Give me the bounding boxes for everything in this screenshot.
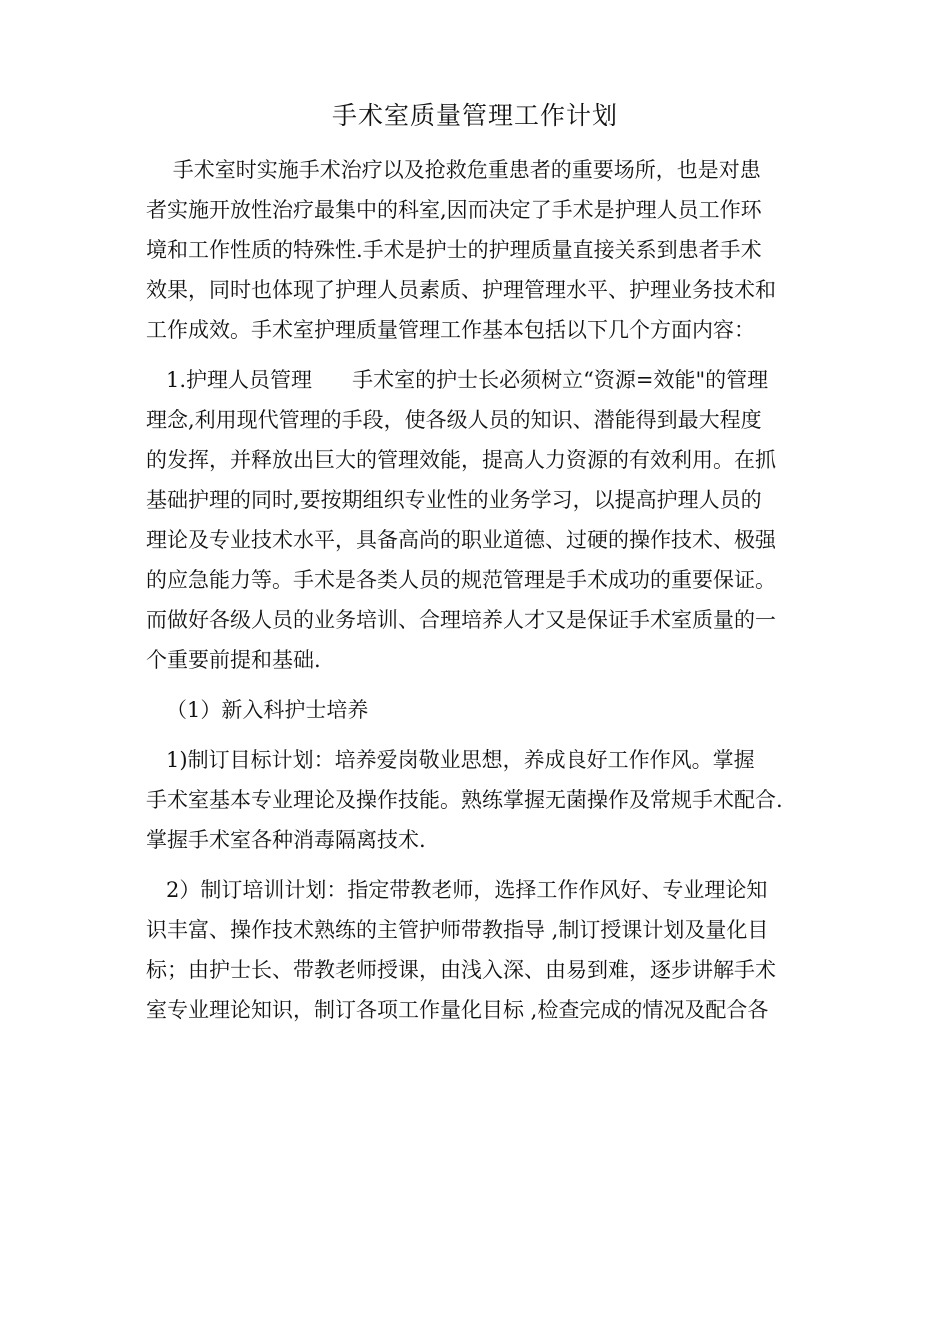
text-line: 1)制订目标计划：培养爱岗敬业思想，养成良好工作作风。掌握 (146, 748, 755, 772)
text-line: 个重要前提和基础. (146, 648, 321, 672)
document-body (146, 150, 814, 1030)
paragraph-target-plan (146, 740, 814, 860)
text-line: 的应急能力等。手术是各类人员的规范管理是手术成功的重要保证。 (146, 568, 776, 592)
text-line: 者实施开放性治疗最集中的科室,因而决定了手术是护理人员工作环 (146, 198, 762, 222)
text-line: 的发挥，并释放出巨大的管理效能，提高人力资源的有效利用。在抓 (146, 448, 776, 472)
text-line: 理念,利用现代管理的手段，使各级人员的知识、潜能得到最大程度 (146, 408, 762, 432)
text-line: 标；由护士长、带教老师授课，由浅入深、由易到难，逐步讲解手术 (146, 958, 776, 982)
text-line: 手术室时实施手术治疗以及抢救危重患者的重要场所，也是对患 (146, 158, 761, 182)
text-line: 而做好各级人员的业务培训、合理培养人才又是保证手术室质量的一 (146, 608, 776, 632)
text-line: 手术室基本专业理论及操作技能。熟练掌握无菌操作及常规手术配合. (146, 788, 783, 812)
text-line: 效果，同时也体现了护理人员素质、护理管理水平、护理业务技术和 (146, 278, 776, 302)
text-line: 室专业理论知识，制订各项工作量化目标 ,检查完成的情况及配合各 (146, 998, 769, 1022)
text-line: 2）制订培训计划：指定带教老师，选择工作作风好、专业理论知 (146, 878, 768, 902)
document-title: 手术室质量管理工作计划 (331, 101, 618, 130)
paragraph-training-plan (146, 870, 814, 1030)
paragraph-staff-management (146, 360, 814, 680)
text-line: 1.护理人员管理 手术室的护士长必须树立“资源=效能"的管理 (146, 368, 769, 392)
text-line: 工作成效。手术室护理质量管理工作基本包括以下几个方面内容： (146, 318, 755, 342)
text-line: 识丰富、操作技术熟练的主管护师带教指导 ,制订授课计划及量化目 (146, 918, 769, 942)
text-line: 理论及专业技术水平，具备高尚的职业道德、过硬的操作技术、极强 (146, 528, 776, 552)
heading-new-nurse-training (146, 690, 814, 730)
text-line: 基础护理的同时,要按期组织专业性的业务学习，以提高护理人员的 (146, 488, 762, 512)
paragraph-intro (146, 150, 814, 350)
text-line: 境和工作性质的特殊性.手术是护士的护理质量直接关系到患者手术 (146, 238, 762, 262)
text-line: （1）新入科护士培养 (146, 698, 369, 722)
text-line: 掌握手术室各种消毒隔离技术. (146, 828, 426, 852)
